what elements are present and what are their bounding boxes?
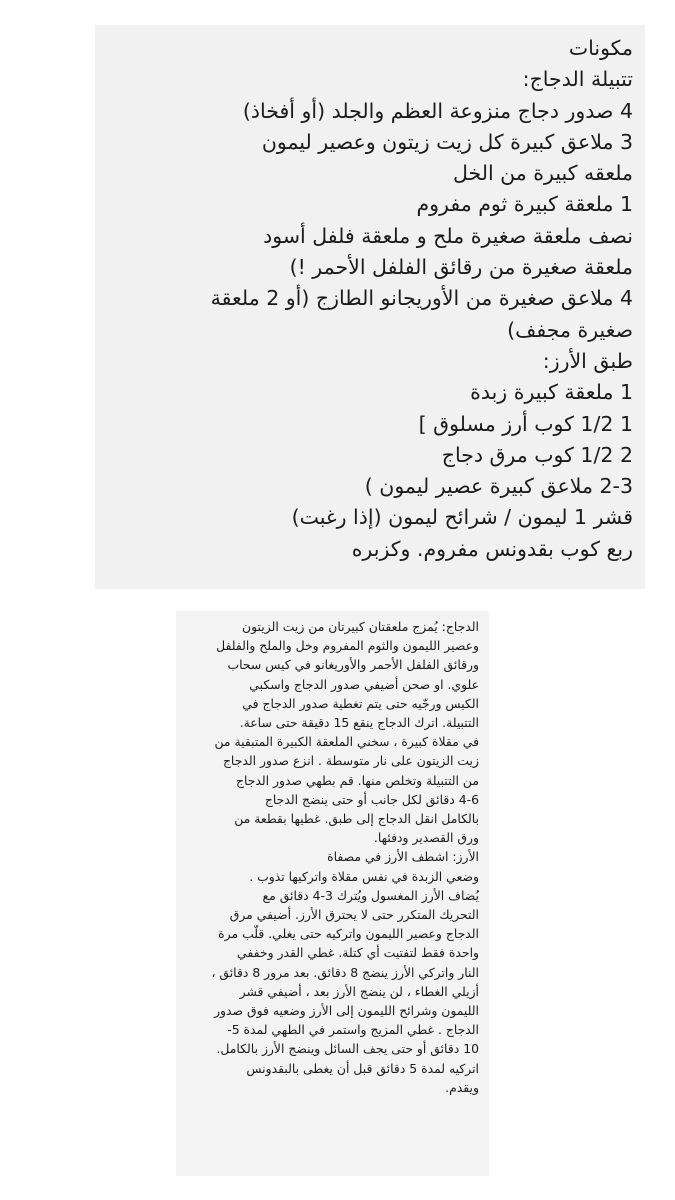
ingredients-card	[95, 25, 645, 589]
rice-subheading: طبق الأرز:	[542, 348, 633, 373]
method-line: النار واتركي الأرز ينضج 8 دقائق. بعد مرور 8 دقائق ،	[211, 964, 479, 980]
ingredient-line: 2-3 ملاعق كبيرة عصير ليمون )	[364, 474, 633, 499]
ingredient-line: نصف ملعقة صغيرة ملح و ملعقة فلفل أسود	[263, 223, 633, 248]
method-line: زيت الزيتون على نار متوسطة . انزع صدور الدجاج	[222, 753, 479, 769]
method-line: ويقدم.	[445, 1079, 479, 1095]
method-line: التحريك المتكرر حتى لا يحترق الأرز. أضيفي مرق	[229, 907, 479, 923]
method-line: الأرز: اشطف الأرز في مصفاة	[327, 849, 479, 865]
ingredient-line: صغيرة مجفف)	[507, 317, 633, 342]
method-line: الدجاج . غطي المزيج واستمر في الطهي لمدة 5-	[227, 1022, 479, 1038]
marinade-subheading: تتبيلة الدجاج:	[522, 67, 633, 92]
ingredient-line: ملعقه كبيرة من الخل	[452, 161, 633, 186]
method-line: بالكامل انقل الدجاج إلى طبق. غطيها بقطعة من	[234, 811, 479, 827]
method-line: ورق القصدير ودفئها.	[373, 830, 479, 846]
method-line: التتبيلة. اترك الدجاج ينقع 15 دقيقة حتى ساعة.	[239, 715, 479, 731]
method-line: 4-6 دقائق لكل جانب أو حتى ينضج الدجاج	[264, 791, 479, 807]
method-line: الكيس ورجّيه حتى يتم تغطية صدور الدجاج في	[242, 695, 479, 711]
ingredient-line: 1 ملعقة كبيرة زبدة	[470, 380, 633, 405]
method-line: اتركيه لمدة 5 دقائق قبل أن يغطى بالبقدونس	[246, 1060, 479, 1076]
method-line: الليمون وشرائح الليمون إلى الأرز وضعيه فوق صدور	[214, 1003, 479, 1019]
method-line: واحدة فقط لتفتيت أي كتلة. غطي القدر وخففي	[237, 945, 479, 961]
method-card	[176, 611, 489, 1176]
method-line: ورقائق الفلفل الأحمر والأوريغانو في كيس سحاب	[227, 657, 479, 673]
method-line: وعصير الليمون والثوم المفروم وخل والملح والفلفل	[216, 638, 479, 654]
ingredient-line: ملعقة صغيرة من رقائق الفلفل الأحمر !)	[289, 255, 633, 280]
ingredient-line: 3 ملاعق كبيرة كل زيت زيتون وعصير ليمون	[261, 129, 633, 154]
method-line: علوي. او صحن أضيفي صدور الدجاج واسكبي	[249, 676, 479, 692]
method-line: من التتبيلة وتخلص منها. قم بطهي صدور الدجاج	[235, 772, 479, 788]
method-line: يُضاف الأرز المغسول ويُترك 3-4 دقائق مع	[262, 887, 479, 903]
ingredient-line: ربع كوب بقدونس مفروم. وكزبره	[351, 536, 633, 561]
ingredients-heading: مكونات	[568, 36, 633, 60]
method-line: في مقلاة كبيرة ، سخني الملعقة الكبيرة المتبقية من	[214, 734, 479, 750]
ingredient-line: 1 ملعقة كبيرة ثوم مفروم	[416, 192, 633, 217]
ingredient-line: 1 1/2 كوب أرز مسلوق ]	[418, 411, 633, 436]
method-line: 10 دقائق أو حتى يجف السائل وينضج الأرز بالكامل.	[216, 1041, 479, 1057]
method-line: الدجاج: يُمزج ملعقتان كبيرتان من زيت الزيتون	[242, 619, 479, 634]
method-line: وضعي الزبدة في نفس مقلاة واتركيها تذوب .	[249, 868, 479, 884]
ingredient-line: 4 ملاعق صغيرة من الأوريجانو الطازج (أو 2 ملعقة	[210, 286, 633, 311]
method-line: أزيلي الغطاء ، لن ينضج الأرز بعد ، أضيفي قشر	[239, 983, 479, 999]
ingredient-line: 4 صدور دجاج منزوعة العظم والجلد (أو أفخاذ)	[242, 98, 633, 123]
ingredient-line: قشر 1 ليمون / شرائح ليمون (إذا رغبت)	[291, 505, 633, 530]
ingredient-line: 2 1/2 كوب مرق دجاج	[441, 442, 633, 467]
method-line: الدجاج وعصير الليمون واتركيه حتى يغلي. قلّب مرة	[218, 926, 479, 942]
